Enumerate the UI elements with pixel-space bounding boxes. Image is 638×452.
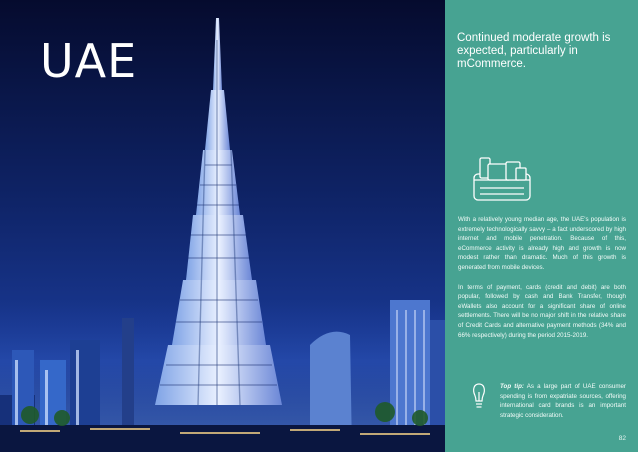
tip-text bbox=[500, 382, 626, 420]
page-number: 82 bbox=[618, 435, 626, 442]
country-title: UAE bbox=[40, 34, 138, 88]
tip-label: Top tip: bbox=[500, 383, 524, 390]
body-paragraph-2: In terms of payment, cards (credit and debit) are both popular, followed by cash and Bank Transfer, though eWallets also account for a significant share of online settlements. There will be no major shift in the relative share of Credit Cards and alternative payment methods (34% and 66% respectively) during the period 2015-2019. bbox=[458, 283, 626, 339]
tip-body: As a large part of UAE consumer spending is from expatriate sources, offering international card brands is an important strategic consideration. bbox=[500, 383, 626, 419]
devices-icon bbox=[470, 154, 534, 204]
body-text bbox=[458, 215, 626, 350]
lightbulb-icon bbox=[472, 382, 486, 412]
top-tip bbox=[458, 382, 630, 442]
headline: Continued moderate growth is expected, particularly in mCommerce. bbox=[457, 32, 611, 70]
body-paragraph-1: With a relatively young median age, the UAE's population is extremely technologically savvy – a fact underscored by high internet and mobile penetration. Because of this, eCommerce activity is already high and growth is now modest rather than dramatic. Much of this growth is generated from mobile devices. bbox=[458, 216, 626, 271]
info-panel bbox=[445, 0, 638, 452]
